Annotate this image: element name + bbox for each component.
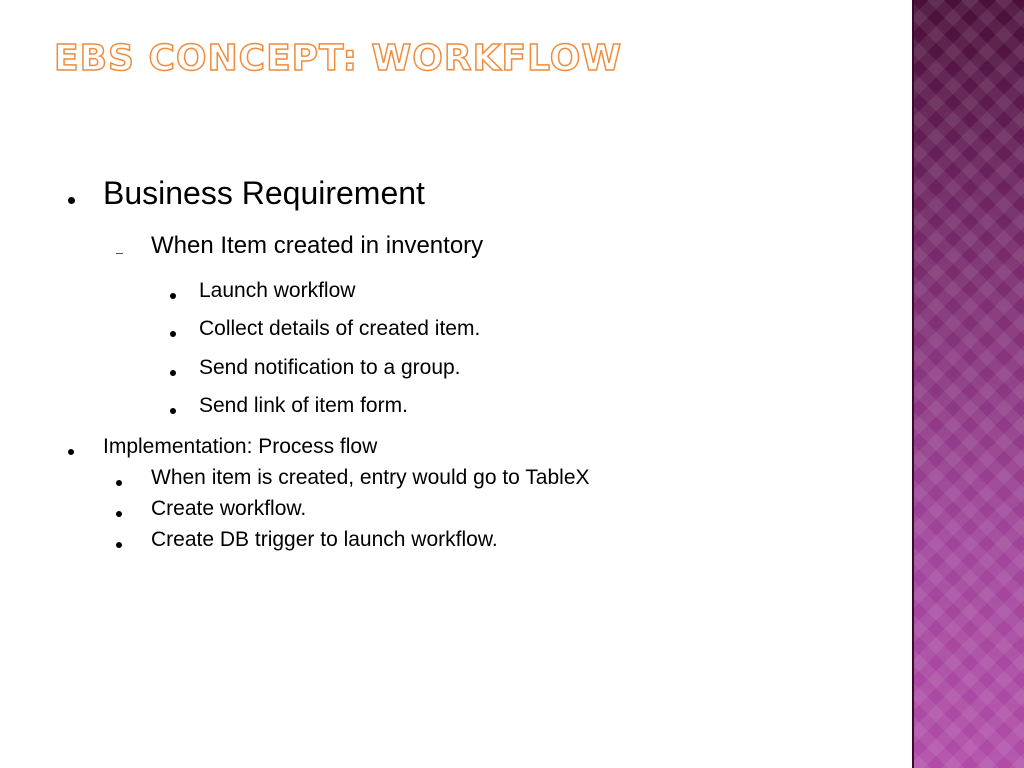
bullet-icon (68, 449, 74, 455)
subheading-item-created: When Item created in inventory (151, 232, 484, 259)
list-item: When item is created, entry would go to TableX (151, 466, 590, 489)
bullet-icon (68, 197, 75, 204)
section-heading-implementation: Implementation: Process flow (103, 435, 378, 458)
bullet-icon (170, 408, 176, 414)
bullet-icon (170, 370, 176, 376)
bullet-icon (116, 542, 122, 548)
list-item: Send notification to a group. (199, 356, 461, 379)
decorative-side-band (912, 0, 1024, 768)
list-item: Launch workflow (199, 279, 356, 302)
section-heading-business-requirement: Business Requirement (103, 175, 425, 211)
bullet-icon (116, 511, 122, 517)
list-item: Create DB trigger to launch workflow. (151, 528, 498, 551)
slide-title: EBS CONCEPT: WORKFLOW (54, 38, 623, 79)
dash-icon (116, 253, 123, 254)
bullet-icon (116, 480, 122, 486)
list-item: Send link of item form. (199, 394, 408, 417)
list-item: Collect details of created item. (199, 317, 481, 340)
bullet-icon (170, 331, 176, 337)
bullet-icon (170, 293, 176, 299)
list-item: Create workflow. (151, 497, 307, 520)
